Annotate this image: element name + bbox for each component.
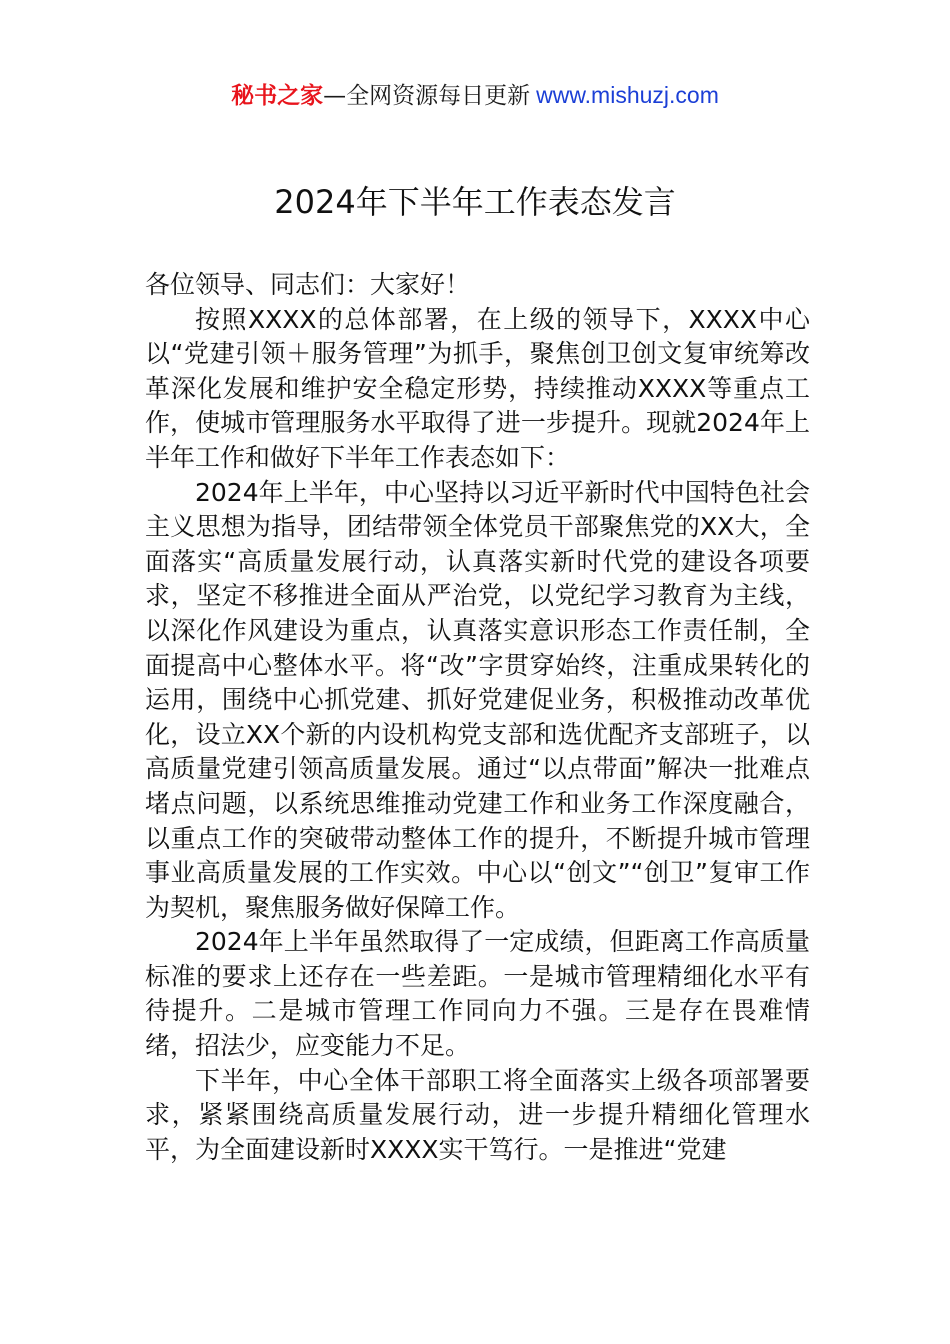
paragraph-3: 2024年上半年虽然取得了一定成绩，但距离工作高质量标准的要求上还存在一些差距。一是城市管理精细化水平有待提升。二是城市管理工作同向力不强。三是存在畏难情绪，招法少，应变能力不足。 <box>145 927 810 1061</box>
site-header <box>0 78 950 113</box>
greeting: 各位领导、同志们：大家好！ <box>145 270 471 299</box>
site-brand: 秘书之家 <box>231 83 324 109</box>
site-url-link[interactable]: www.mishuzj.com <box>536 82 719 108</box>
site-slogan: —全网资源每日更新 <box>323 83 531 109</box>
paragraph-1: 按照XXXX的总体部署，在上级的领导下，XXXX中心以“党建引领＋服务管理”为抓手，聚焦创卫创文复审统筹改革深化发展和维护安全稳定形势，持续推动XXXX等重点工作，使城市管理服务水平取得了进一步提升。现就2024年上半年工作和做好下半年工作表态如下： <box>145 304 810 472</box>
document-body <box>145 268 810 1167</box>
document-title: 2024年下半年工作表态发言 <box>274 183 676 221</box>
paragraph-4: 下半年，中心全体干部职工将全面落实上级各项部署要求，紧紧围绕高质量发展行动，进一步提升精细化管理水平，为全面建设新时XXXX实干笃行。一是推进“党建 <box>145 1065 810 1164</box>
paragraph-2: 2024年上半年，中心坚持以习近平新时代中国特色社会主义思想为指导，团结带领全体党员干部聚焦党的XX大，全面落实“高质量发展行动，认真落实新时代党的建设各项要求，坚定不移推进全面从严治党，以党纪学习教育为主线，以深化作风建设为重点，认真落实意识形态工作责任制，全面提高中心整体水平。将“改”字贯穿始终，注重成果转化的运用，围绕中心抓党建、抓好党建促业务，积极推动改革优化，设立XX个新的内设机构党支部和选优配齐支部班子，以高质量党建引领高质量发展。通过“以点带面”解决一批难点堵点问题，以系统思维推动党建工作和业务工作深度融合，以重点工作的突破带动整体工作的提升，不断提升城市管理事业高质量发展的工作实效。中心以“创文”“创卫”复审工作为契机，聚焦服务做好保障工作。 <box>145 477 810 922</box>
